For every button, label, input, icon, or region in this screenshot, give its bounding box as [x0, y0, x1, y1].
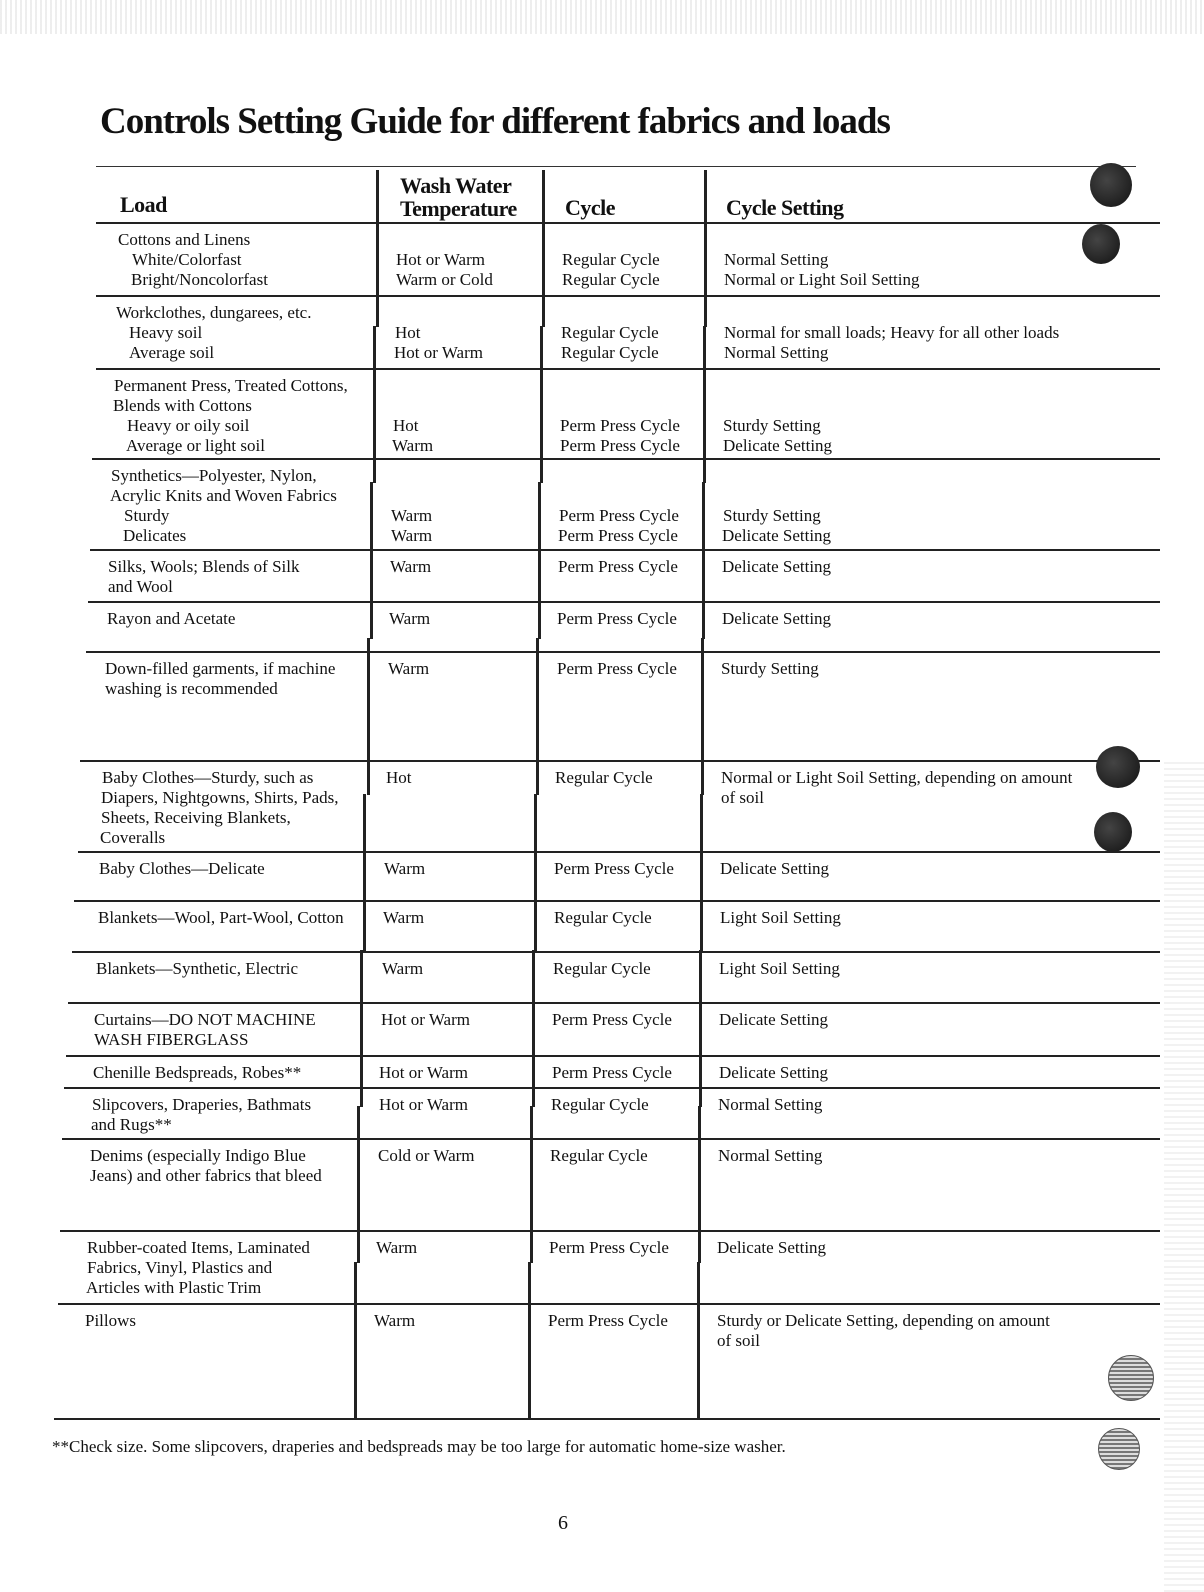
- column-divider: [698, 1106, 701, 1263]
- load-cell: and Rugs**: [91, 1115, 172, 1134]
- column-divider: [532, 950, 535, 1107]
- load-cell: Silks, Wools; Blends of Silk: [108, 557, 300, 576]
- temp-cell: Hot or Warm: [381, 1010, 470, 1029]
- setting-cell: Delicate Setting: [722, 609, 832, 628]
- load-cell: Denims (especially Indigo Blue: [90, 1146, 306, 1165]
- column-divider: [540, 326, 543, 483]
- temp-cell: Warm: [390, 557, 432, 576]
- load-cell: Curtains—DO NOT MACHINE: [94, 1010, 316, 1029]
- setting-cell: Delicate Setting: [723, 436, 833, 455]
- setting-cell: Light Soil Setting: [720, 908, 841, 927]
- cycle-cell: Regular Cycle: [550, 1146, 648, 1165]
- column-divider: [363, 794, 366, 951]
- header-rule: [96, 222, 1160, 224]
- load-cell: Diapers, Nightgowns, Shirts, Pads,: [101, 788, 339, 807]
- load-cell: Delicates: [123, 526, 187, 545]
- column-divider: [528, 1262, 531, 1419]
- load-cell: Chenille Bedspreads, Robes**: [93, 1063, 302, 1082]
- column-divider: [357, 1106, 360, 1263]
- cycle-cell: Regular Cycle: [554, 908, 652, 927]
- cycle-cell: Perm Press Cycle: [548, 1311, 668, 1330]
- setting-cell: Delicate Setting: [722, 526, 832, 545]
- setting-cell: of soil: [721, 788, 764, 807]
- temp-cell: Hot or Warm: [394, 343, 483, 362]
- setting-cell: Normal or Light Soil Setting: [724, 270, 920, 289]
- row-divider: [68, 1002, 1160, 1004]
- binder-hole: [1082, 224, 1120, 264]
- column-divider: [367, 638, 370, 795]
- row-divider: [58, 1303, 1160, 1305]
- column-divider: [704, 170, 707, 327]
- header-temp-line2: Temperature: [400, 196, 517, 221]
- cycle-cell: Perm Press Cycle: [560, 416, 680, 435]
- load-cell: Average soil: [129, 343, 215, 362]
- cycle-cell: Perm Press Cycle: [558, 557, 678, 576]
- column-divider: [360, 950, 363, 1107]
- cycle-cell: Perm Press Cycle: [559, 506, 679, 525]
- cycle-cell: Regular Cycle: [561, 343, 659, 362]
- page-title: Controls Setting Guide for different fabrics and loads: [100, 101, 890, 142]
- row-divider: [74, 900, 1160, 902]
- load-cell: Jeans) and other fabrics that bleed: [90, 1166, 322, 1185]
- binder-hole: [1098, 1428, 1140, 1470]
- load-cell: WASH FIBERGLASS: [94, 1030, 249, 1049]
- temp-cell: Warm: [384, 859, 426, 878]
- cycle-cell: Perm Press Cycle: [552, 1063, 672, 1082]
- setting-cell: Sturdy Setting: [723, 416, 821, 435]
- temp-cell: Hot or Warm: [396, 250, 485, 269]
- column-divider: [542, 170, 545, 327]
- scan-artifact-right: [1164, 760, 1204, 1592]
- load-cell: Permanent Press, Treated Cottons,: [114, 376, 348, 395]
- setting-cell: Normal Setting: [718, 1095, 823, 1114]
- binder-hole: [1094, 812, 1132, 852]
- load-cell: washing is recommended: [105, 679, 278, 698]
- column-divider: [354, 1262, 357, 1419]
- row-divider: [66, 1055, 1160, 1057]
- load-cell: Articles with Plastic Trim: [86, 1278, 262, 1297]
- setting-cell: Delicate Setting: [719, 1063, 829, 1082]
- row-divider: [88, 601, 1160, 603]
- setting-cell: Normal Setting: [724, 343, 829, 362]
- column-divider: [538, 482, 541, 639]
- cycle-cell: Perm Press Cycle: [549, 1238, 669, 1257]
- temp-cell: Warm: [382, 959, 424, 978]
- temp-cell: Warm or Cold: [396, 270, 493, 289]
- temp-cell: Hot: [386, 768, 412, 787]
- cycle-cell: Regular Cycle: [562, 250, 660, 269]
- temp-cell: Hot: [395, 323, 421, 342]
- cycle-cell: Perm Press Cycle: [554, 859, 674, 878]
- column-divider: [699, 950, 702, 1107]
- row-divider: [90, 549, 1160, 551]
- row-divider: [64, 1087, 1160, 1089]
- load-cell: Heavy or oily soil: [127, 416, 250, 435]
- cycle-cell: Regular Cycle: [555, 768, 653, 787]
- load-cell: Blankets—Wool, Part-Wool, Cotton: [98, 908, 344, 927]
- setting-cell: Delicate Setting: [717, 1238, 827, 1257]
- load-cell: Cottons and Linens: [118, 230, 251, 249]
- setting-cell: Normal or Light Soil Setting, depending on amount: [721, 768, 1073, 787]
- setting-cell: Sturdy or Delicate Setting, depending on amount: [717, 1311, 1050, 1330]
- row-divider: [96, 295, 1160, 297]
- column-divider: [536, 638, 539, 795]
- load-cell: Rayon and Acetate: [107, 609, 236, 628]
- column-divider: [530, 1106, 533, 1263]
- temp-cell: Cold or Warm: [378, 1146, 475, 1165]
- setting-cell: Normal Setting: [718, 1146, 823, 1165]
- load-cell: Workclothes, dungarees, etc.: [116, 303, 312, 322]
- header-cycle: Cycle: [565, 195, 616, 220]
- load-cell: Slipcovers, Draperies, Bathmats: [92, 1095, 312, 1114]
- load-cell: Sturdy: [124, 506, 170, 525]
- temp-cell: Hot or Warm: [379, 1095, 468, 1114]
- column-divider: [376, 170, 379, 327]
- row-divider: [54, 1418, 1160, 1420]
- column-divider: [534, 794, 537, 951]
- row-divider: [80, 760, 1160, 762]
- temp-cell: Warm: [389, 609, 431, 628]
- header-cycle-setting: Cycle Setting: [726, 195, 844, 220]
- cycle-cell: Perm Press Cycle: [557, 609, 677, 628]
- cycle-cell: Regular Cycle: [553, 959, 651, 978]
- setting-cell: of soil: [717, 1331, 760, 1350]
- load-cell: Pillows: [85, 1311, 137, 1330]
- load-cell: Acrylic Knits and Woven Fabrics: [110, 486, 337, 505]
- row-divider: [62, 1138, 1160, 1140]
- cycle-cell: Perm Press Cycle: [558, 526, 678, 545]
- row-divider: [72, 951, 1160, 953]
- title-rule: [96, 166, 1136, 167]
- load-cell: Bright/Noncolorfast: [131, 270, 268, 289]
- load-cell: Heavy soil: [129, 323, 203, 342]
- header-temp-line1: Wash Water: [400, 173, 512, 198]
- load-cell: Coveralls: [100, 828, 166, 847]
- column-divider: [702, 482, 705, 639]
- load-cell: Rubber-coated Items, Laminated: [87, 1238, 310, 1257]
- load-cell: Fabrics, Vinyl, Plastics and: [87, 1258, 273, 1277]
- temp-cell: Hot or Warm: [379, 1063, 468, 1082]
- temp-cell: Warm: [392, 436, 434, 455]
- temp-cell: Hot: [393, 416, 419, 435]
- header-load: Load: [120, 192, 167, 217]
- temp-cell: Warm: [391, 506, 433, 525]
- row-divider: [92, 458, 1160, 460]
- setting-cell: Delicate Setting: [722, 557, 832, 576]
- column-divider: [697, 1262, 700, 1419]
- setting-cell: Sturdy Setting: [721, 659, 819, 678]
- load-cell: Average or light soil: [126, 436, 265, 455]
- cycle-cell: Perm Press Cycle: [557, 659, 677, 678]
- scan-artifact-top: [0, 0, 1204, 34]
- temp-cell: Warm: [388, 659, 430, 678]
- column-divider: [370, 482, 373, 639]
- cycle-cell: Regular Cycle: [551, 1095, 649, 1114]
- load-cell: Baby Clothes—Delicate: [99, 859, 265, 878]
- load-cell: and Wool: [108, 577, 173, 596]
- load-cell: Blends with Cottons: [113, 396, 252, 415]
- footnote: **Check size. Some slipcovers, draperies and bedspreads may be too large for automatic home-size washer.: [52, 1437, 786, 1456]
- cycle-cell: Regular Cycle: [561, 323, 659, 342]
- setting-cell: Delicate Setting: [720, 859, 830, 878]
- binder-hole: [1096, 746, 1140, 788]
- load-cell: White/Colorfast: [132, 250, 242, 269]
- row-divider: [78, 851, 1160, 853]
- load-cell: Blankets—Synthetic, Electric: [96, 959, 299, 978]
- setting-cell: Light Soil Setting: [719, 959, 840, 978]
- setting-cell: Normal Setting: [724, 250, 829, 269]
- cycle-cell: Perm Press Cycle: [560, 436, 680, 455]
- column-divider: [703, 326, 706, 483]
- setting-cell: Sturdy Setting: [723, 506, 821, 525]
- setting-cell: Normal for small loads; Heavy for all other loads: [724, 323, 1060, 342]
- row-divider: [60, 1230, 1160, 1232]
- column-divider: [373, 326, 376, 483]
- binder-hole: [1090, 163, 1132, 207]
- temp-cell: Warm: [374, 1311, 416, 1330]
- column-divider: [700, 794, 703, 951]
- load-cell: Baby Clothes—Sturdy, such as: [102, 768, 314, 787]
- cycle-cell: Perm Press Cycle: [552, 1010, 672, 1029]
- load-cell: Sheets, Receiving Blankets,: [101, 808, 291, 827]
- setting-cell: Delicate Setting: [719, 1010, 829, 1029]
- load-cell: Synthetics—Polyester, Nylon,: [111, 466, 317, 485]
- temp-cell: Warm: [376, 1238, 418, 1257]
- row-divider: [96, 368, 1160, 370]
- temp-cell: Warm: [383, 908, 425, 927]
- temp-cell: Warm: [391, 526, 433, 545]
- column-divider: [701, 638, 704, 795]
- page-number: 6: [558, 1512, 568, 1534]
- binder-hole: [1108, 1355, 1154, 1401]
- load-cell: Down-filled garments, if machine: [105, 659, 336, 678]
- cycle-cell: Regular Cycle: [562, 270, 660, 289]
- row-divider: [86, 651, 1160, 653]
